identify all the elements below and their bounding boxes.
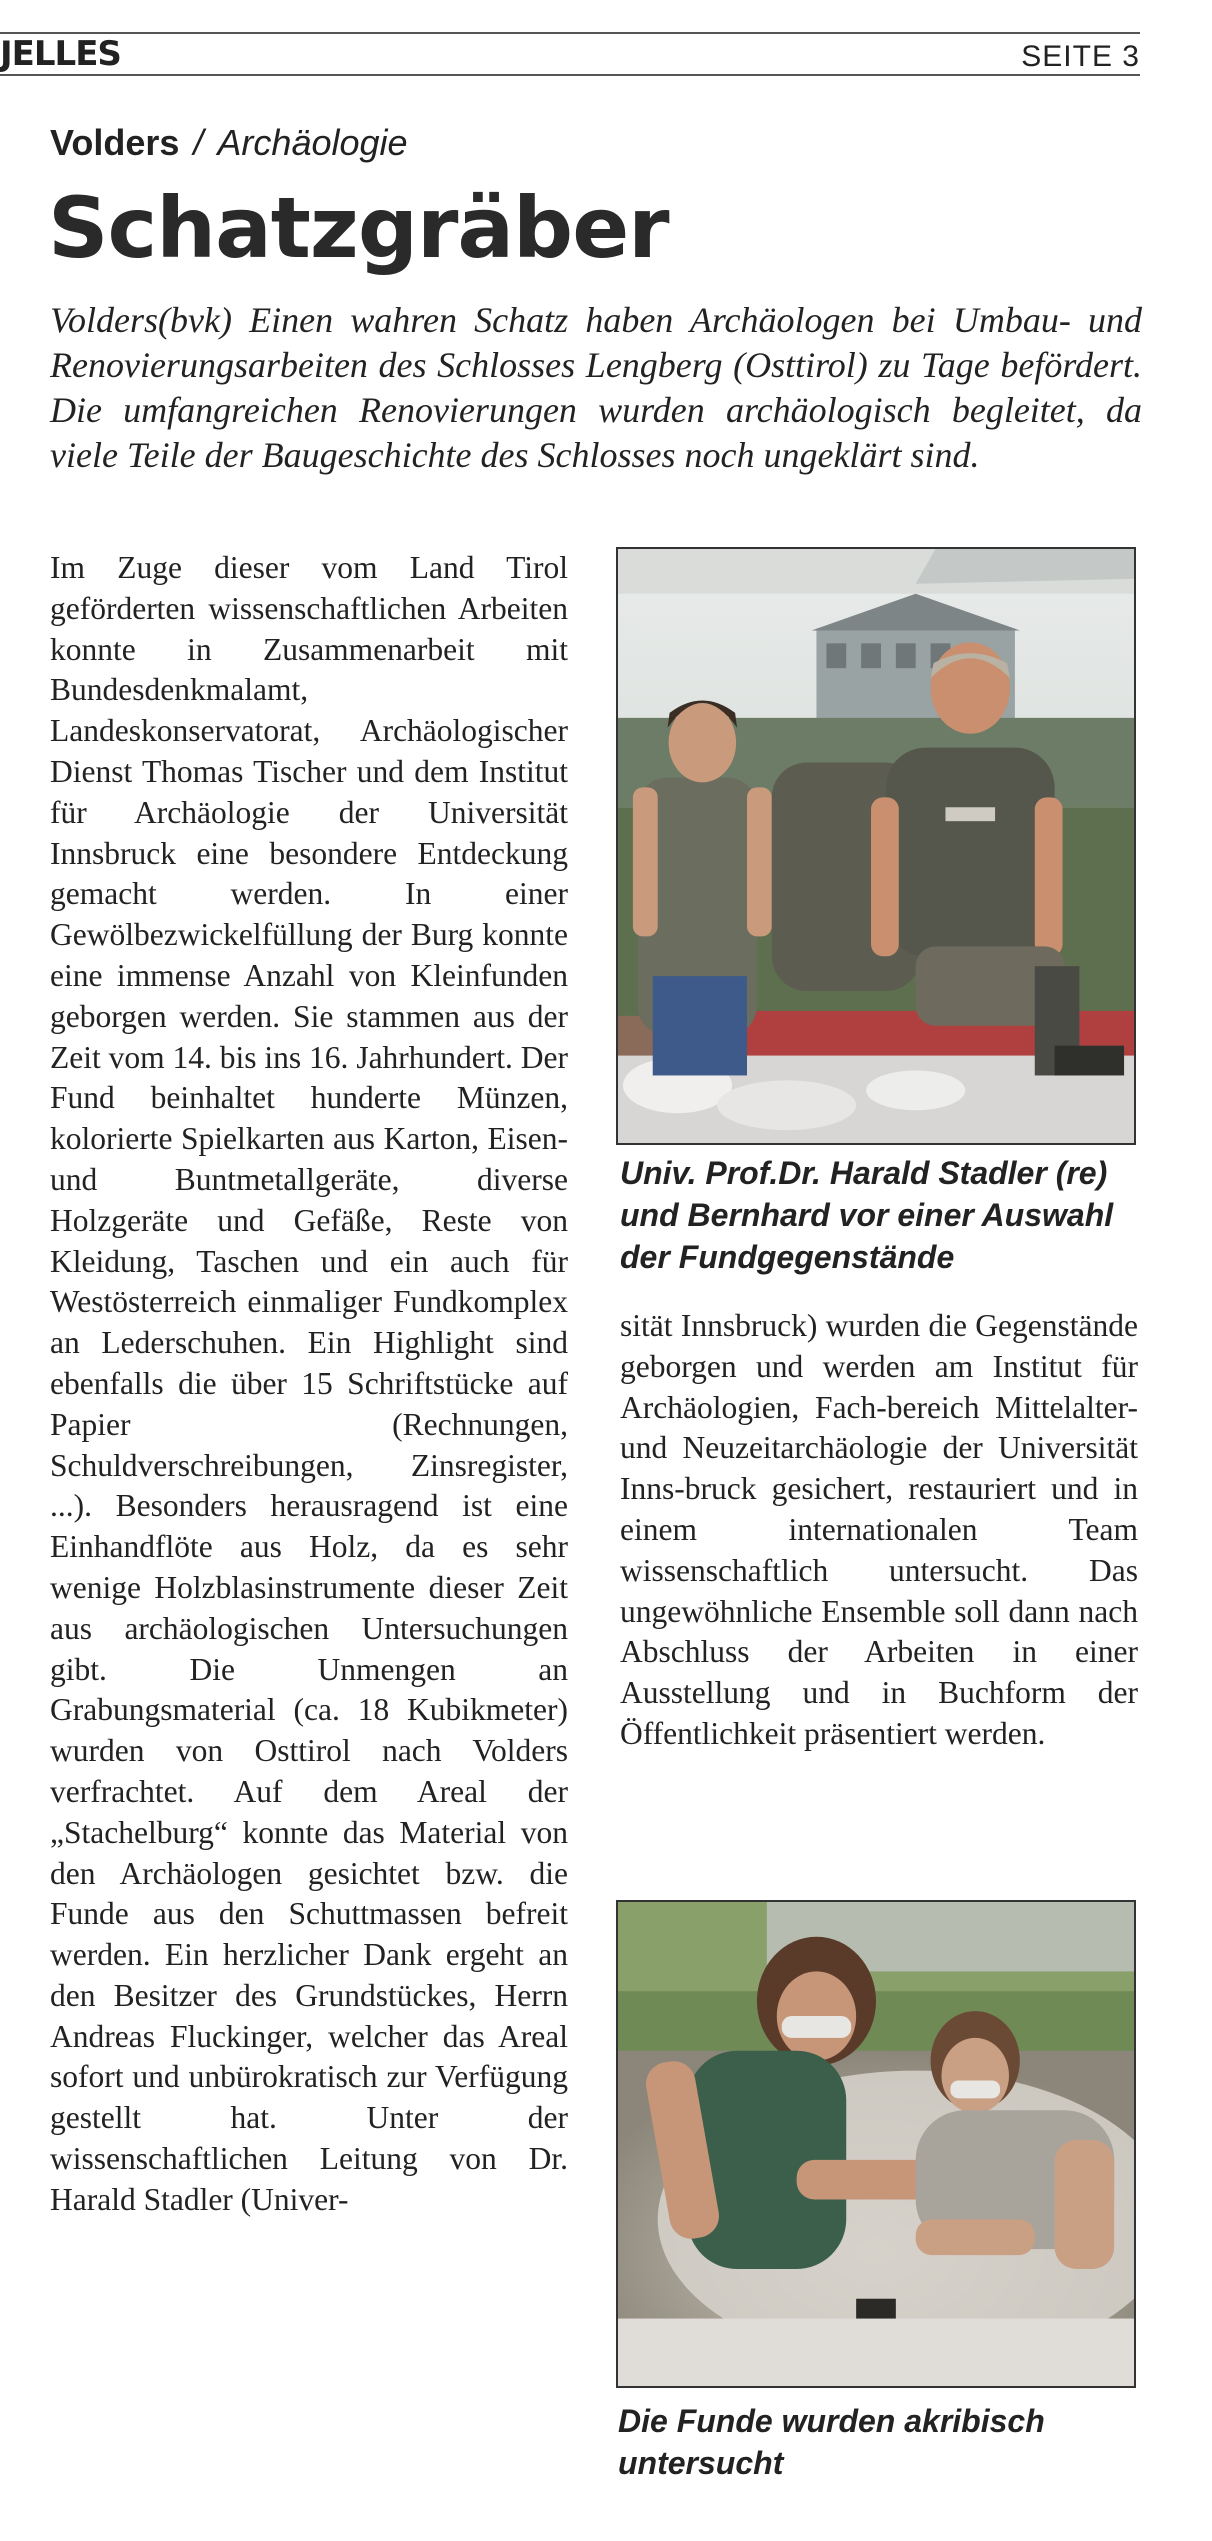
header-bottom-rule <box>0 74 1140 76</box>
photo-two-men-image <box>618 549 1134 1143</box>
header-top-rule <box>0 32 1140 34</box>
kicker-location: Volders <box>50 122 180 163</box>
photo-caption-2: Die Funde wurden akribisch untersucht <box>618 2403 1045 2481</box>
body-column-right: sität Innsbruck) wurden die Gegenstände geborgen und werden am Institut für Archäologien, Fach-bereich Mittelalter- und Neuzeitarchäologie der Universität Inns-bruck gesichert, restauriert und in einem internationalen Team wissenschaftlich untersucht. Das ungewöhnliche Ensemble soll dann nach Abschluss der Arbeiten in einer Ausstellung und in Buchform der Öffentlichkeit präsentiert werden. <box>620 1308 1138 1751</box>
photo-caption-1: Univ. Prof.Dr. Harald Stadler (re) und Bernhard vor einer Auswahl der Fundgegenstände <box>620 1155 1114 1275</box>
photo-excavation <box>616 1900 1136 2388</box>
photo-excavation-image <box>618 1902 1134 2386</box>
page-number: SEITE 3 <box>1021 40 1140 73</box>
masthead: JELLES <box>0 34 121 74</box>
kicker-separator: / <box>193 122 204 163</box>
lead-paragraph: Volders(bvk) Einen wahren Schatz haben Archäologen bei Umbau- und Renovierungsarbeiten des Schlosses Lengberg (Osttirol) zu Tage befördert. Die umfangreichen Renovierungen wurden archäologisch begleitet, da viele Teile der Baugeschichte des Schlosses noch ungeklärt sind. <box>50 300 1142 475</box>
headline: Schatzgräber <box>48 179 669 277</box>
photo-two-men <box>616 547 1136 1145</box>
body-column-left: Im Zuge dieser vom Land Tirol geförderten wissenschaftlichen Arbeiten konnte in Zusammenarbeit mit Bundesdenkmalamt, Landeskonservatorat, Archäologischer Dienst Thomas Tischer und dem Institut für Archäologie der Universität Innsbruck eine besondere Entdeckung gemacht werden. In einer Gewölbezwickelfüllung der Burg konnte eine immense Anzahl von Kleinfunden geborgen werden. Sie stammen aus der Zeit vom 14. bis ins 16. Jahrhundert. Der Fund beinhaltet hunderte Münzen, kolorierte Spielkarten aus Karton, Eisen- und Buntmetallgeräte, diverse Holzgeräte und Gefäße, Reste von Kleidung, Taschen und ein auch für Westösterreich einmaliger Fundkomplex an Lederschuhen. Ein Highlight sind ebenfalls die über 15 Schriftstücke auf Papier (Rechnungen, Schuldverschreibungen, Zinsregister, ...). Besonders herausragend ist eine Einhandflöte aus Holz, da es sehr wenige Holzblasinstrumente dieser Zeit aus archäologischen Untersuchungen gibt. Die Unmengen an Grabungsmaterial (ca. 18 Kubikmeter) wurden von Osttirol nach Volders verfrachtet. Auf dem Areal der „Stachelburg“ konnte das Material von den Archäologen gesichtet bzw. die Funde aus den Schuttmassen befreit werden. Ein herzlicher Dank ergeht an den Besitzer des Grundstückes, Herrn Andreas Fluckinger, welcher das Areal sofort und unbürokratisch zur Verfügung gestellt hat. Unter der wissenschaftlichen Leitung von Dr. Harald Stadler (Univer- <box>50 550 568 2217</box>
kicker-topic: Archäologie <box>217 122 408 163</box>
page-header <box>0 22 1140 77</box>
kicker <box>50 122 408 164</box>
